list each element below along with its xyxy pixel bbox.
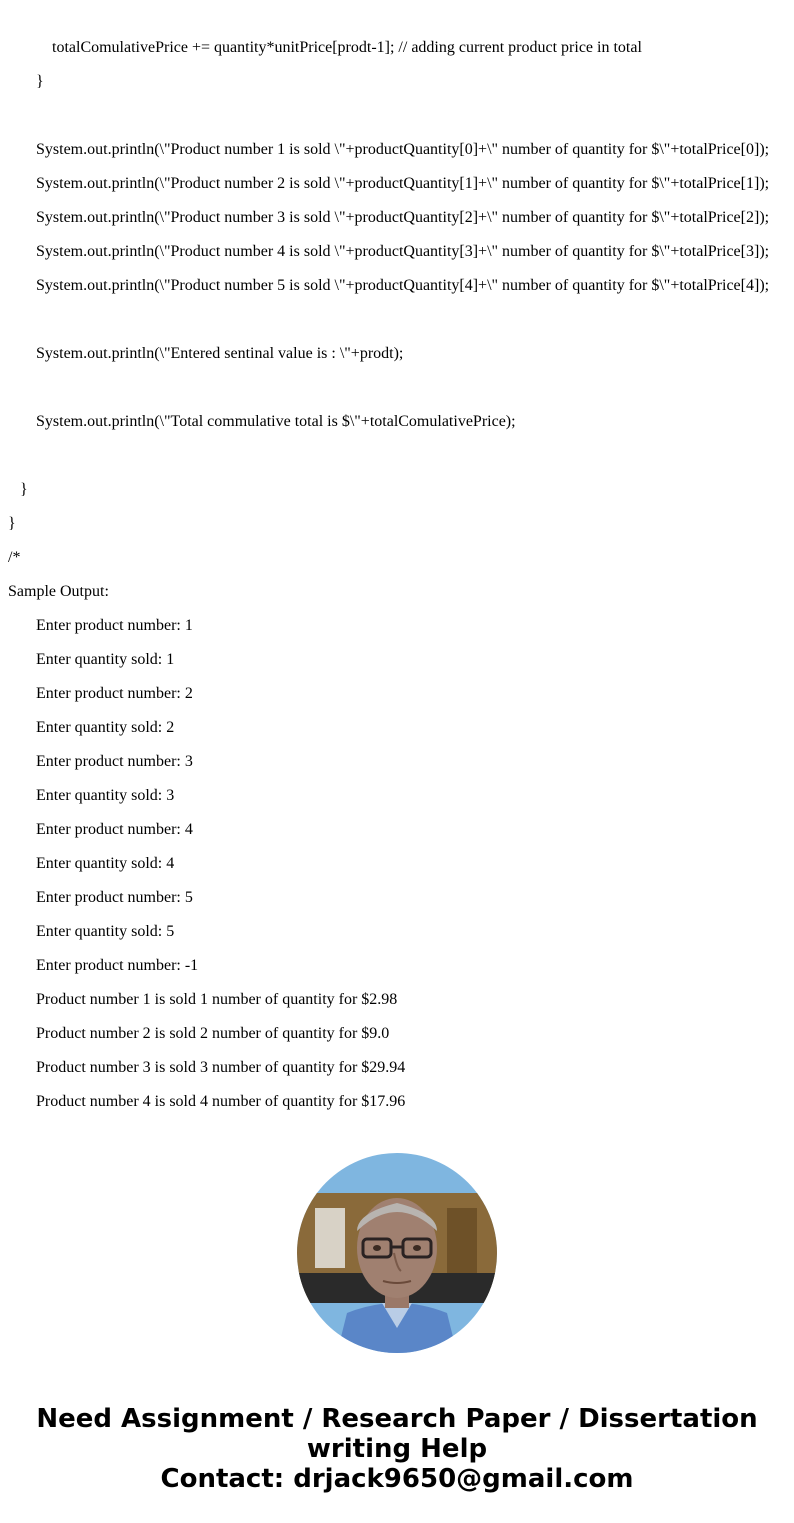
- output-line: Enter quantity sold: 5: [36, 923, 175, 940]
- output-line: Enter product number: 5: [36, 889, 193, 906]
- output-line: Product number 1 is sold 1 number of quantity for $2.98: [36, 991, 398, 1008]
- code-line: System.out.println(\"Product number 5 is sold \"+productQuantity[4]+\" number of quantity for $\"+totalPrice[4]);: [36, 277, 770, 294]
- code-line: }: [20, 481, 28, 498]
- output-line: Enter product number: 4: [36, 821, 193, 838]
- banner-contact: Contact: drjack9650@gmail.com: [160, 1464, 634, 1494]
- code-line: System.out.println(\"Product number 1 is sold \"+productQuantity[0]+\" number of quantity for $\"+totalPrice[0]);: [36, 141, 770, 158]
- output-line: Enter product number: 1: [36, 617, 193, 634]
- code-line: System.out.println(\"Product number 3 is sold \"+productQuantity[2]+\" number of quantity for $\"+totalPrice[2]);: [36, 209, 770, 226]
- output-line: Enter product number: 3: [36, 753, 193, 770]
- code-line: }: [36, 73, 44, 90]
- code-line: System.out.println(\"Product number 4 is sold \"+productQuantity[3]+\" number of quantity for $\"+totalPrice[3]);: [36, 243, 770, 260]
- output-line: Product number 2 is sold 2 number of quantity for $9.0: [36, 1025, 390, 1042]
- output-line: Product number 3 is sold 3 number of quantity for $29.94: [36, 1059, 406, 1076]
- code-line: System.out.println(\"Entered sentinal value is : \"+prodt);: [36, 345, 404, 362]
- output-line: Enter product number: -1: [36, 957, 199, 974]
- code-line: System.out.println(\"Total commulative total is $\"+totalComulativePrice);: [36, 413, 516, 430]
- output-line: Enter quantity sold: 3: [36, 787, 175, 804]
- banner-line-1: Need Assignment / Research Paper / Dissertation: [36, 1404, 758, 1434]
- avatar-photo: [297, 1153, 497, 1353]
- author-avatar: [297, 1153, 497, 1353]
- sample-output-heading: Sample Output:: [8, 583, 109, 600]
- comment-start: /*: [8, 549, 21, 566]
- code-line: System.out.println(\"Product number 2 is sold \"+productQuantity[1]+\" number of quantity for $\"+totalPrice[1]);: [36, 175, 770, 192]
- output-line: Enter product number: 2: [36, 685, 193, 702]
- output-line: Enter quantity sold: 1: [36, 651, 175, 668]
- output-line: Enter quantity sold: 4: [36, 855, 175, 872]
- code-line: totalComulativePrice += quantity*unitPrice[prodt-1]; // adding current product price in total: [52, 39, 642, 56]
- output-line: Product number 4 is sold 4 number of quantity for $17.96: [36, 1093, 406, 1110]
- banner-line-2: writing Help: [306, 1434, 488, 1464]
- output-line: Enter quantity sold: 2: [36, 719, 175, 736]
- code-line: }: [8, 515, 16, 532]
